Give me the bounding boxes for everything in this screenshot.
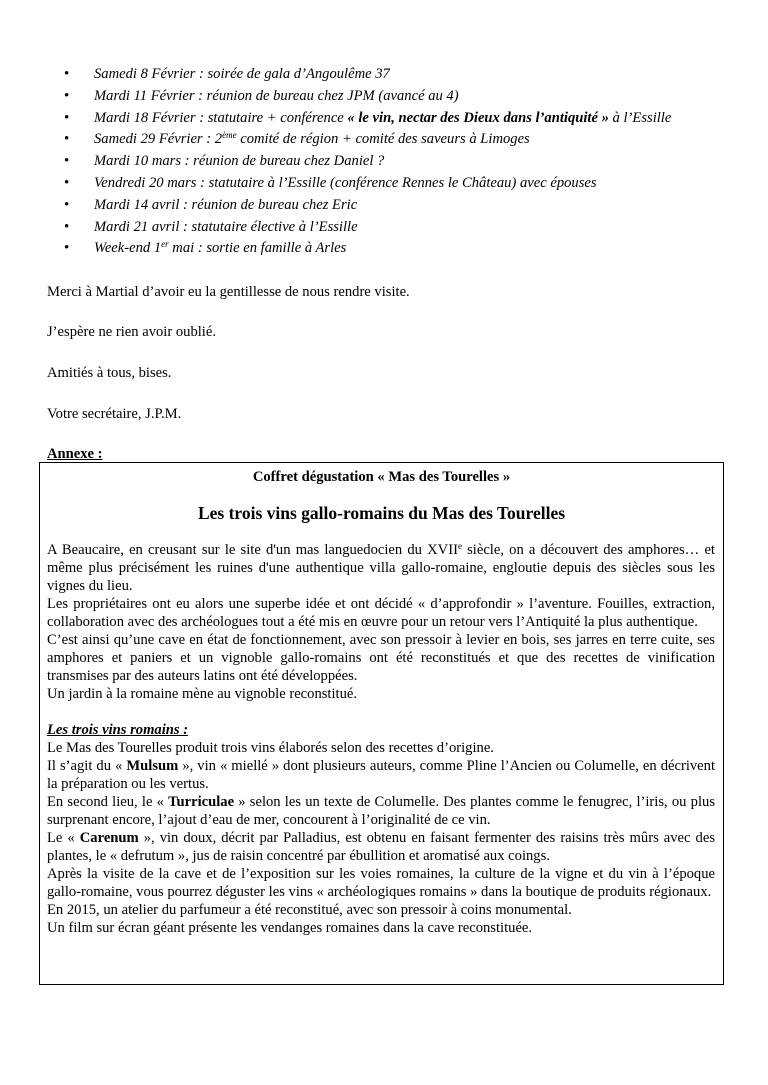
- garden-paragraph: Un jardin à la romaine mène au vignoble reconstitué.: [47, 686, 358, 702]
- box-subtitle: Coffret dégustation « Mas des Tourelles »: [252, 469, 511, 485]
- film-paragraph: Un film sur écran géant présente les vendanges romaines dans la cave reconstituée.: [47, 920, 533, 936]
- wines-intro: Le Mas des Tourelles produit trois vins élaborés selon des recettes d’origine.: [47, 740, 494, 756]
- mulsum-name: Mulsum: [126, 758, 179, 774]
- agenda-item: • Week-end 1er mai : sortie en famille à Arles: [58, 238, 738, 260]
- visit-paragraph: Après la visite de la cave et de l’exposition sur les voies romaines, la culture de la vigne et du vin à l’époque gallo-romaine, vous pourrez déguster les vins « archéologiques romains » dans la boutique de produits régionaux.: [47, 866, 715, 900]
- agenda-item: • Samedi 29 Février : 2ème comité de région + comité des saveurs à Limoges: [58, 129, 738, 151]
- intro-paragraph: A Beaucaire, en creusant sur le site d'un mas languedocien du XVIIe siècle, on a découvert des amphores… et même plus précisément les ruines d'une authentique villa gallo-romaine, engloutie depuis des siècles sous les vignes du lieu.: [47, 541, 715, 594]
- agenda-list: [58, 64, 738, 260]
- signature-paragraph: Votre secrétaire, J.P.M.: [47, 406, 182, 422]
- thanks-paragraph: Merci à Martial d’avoir eu la gentillesse de nous rendre visite.: [47, 284, 410, 300]
- owners-paragraph: Les propriétaires ont eu alors une superbe idée et ont décidé « d’approfondir » l’aventure. Fouilles, extraction, collaboration avec des archéologues tout a été mis en œuvre pour un retour vers l’Antiquité la plus authentique.: [47, 596, 715, 630]
- agenda-item: • Mardi 21 avril : statutaire élective à l’Essille: [58, 217, 738, 239]
- turriculae-paragraph: En second lieu, le « Turriculae » selon les un texte de Columelle. Des plantes comme le fenugrec, l’iris, ou plus surprenant encore, l’ajout d’eau de mer, concourent à l’originalité de ce vin.: [47, 794, 715, 828]
- turriculae-name: Turriculae: [168, 794, 235, 810]
- box-title: Les trois vins gallo-romains du Mas des Tourelles: [197, 503, 566, 523]
- agenda-item: • Mardi 10 mars : réunion de bureau chez Daniel ?: [58, 151, 738, 173]
- conference-title: « le vin, nectar des Dieux dans l’antiquité »: [347, 109, 609, 126]
- annexe-box: [39, 462, 724, 985]
- cellar-paragraph: C’est ainsi qu’une cave en état de fonctionnement, avec son pressoir à levier en bois, ses jarres en terre cuite, ses amphores et paniers et un vignoble gallo-romains ont été reconstitués et que des recettes de vinification transmises par des auteurs latins ont été développées.: [47, 632, 715, 684]
- agenda-item: • Mardi 14 avril : réunion de bureau chez Eric: [58, 195, 738, 217]
- regards-paragraph: Amitiés à tous, bises.: [47, 365, 172, 381]
- box-body: [47, 541, 715, 937]
- perfumer-paragraph: En 2015, un atelier du parfumeur a été reconstitué, avec son pressoir à coins monumental.: [47, 902, 572, 918]
- carenum-paragraph: Le « Carenum », vin doux, décrit par Palladius, est obtenu en faisant fermenter des raisins très mûrs avec des plantes, le « defrutum », jus de raisin concentré par ébullition et aromatisé aux coings.: [47, 830, 715, 864]
- agenda-item: • Vendredi 20 mars : statutaire à l’Essille (conférence Rennes le Château) avec épouses: [58, 173, 738, 195]
- annexe-heading: Annexe :: [47, 446, 103, 462]
- agenda-item: • Mardi 18 Février : statutaire + conférence « le vin, nectar des Dieux dans l’antiquité » à l’Essille: [58, 108, 738, 130]
- carenum-name: Carenum: [79, 830, 139, 846]
- agenda-item: • Mardi 11 Février : réunion de bureau chez JPM (avancé au 4): [58, 86, 738, 108]
- mulsum-paragraph: Il s’agit du « Mulsum », vin « miellé » dont plusieurs auteurs, comme Pline l’Ancien ou Columelle, en décrivent la préparation ou les vertus.: [47, 758, 715, 792]
- section-title: Les trois vins romains :: [47, 722, 189, 738]
- hope-paragraph: J’espère ne rien avoir oublié.: [47, 324, 216, 340]
- agenda-item: • Samedi 8 Février : soirée de gala d’Angoulême 37: [58, 64, 738, 86]
